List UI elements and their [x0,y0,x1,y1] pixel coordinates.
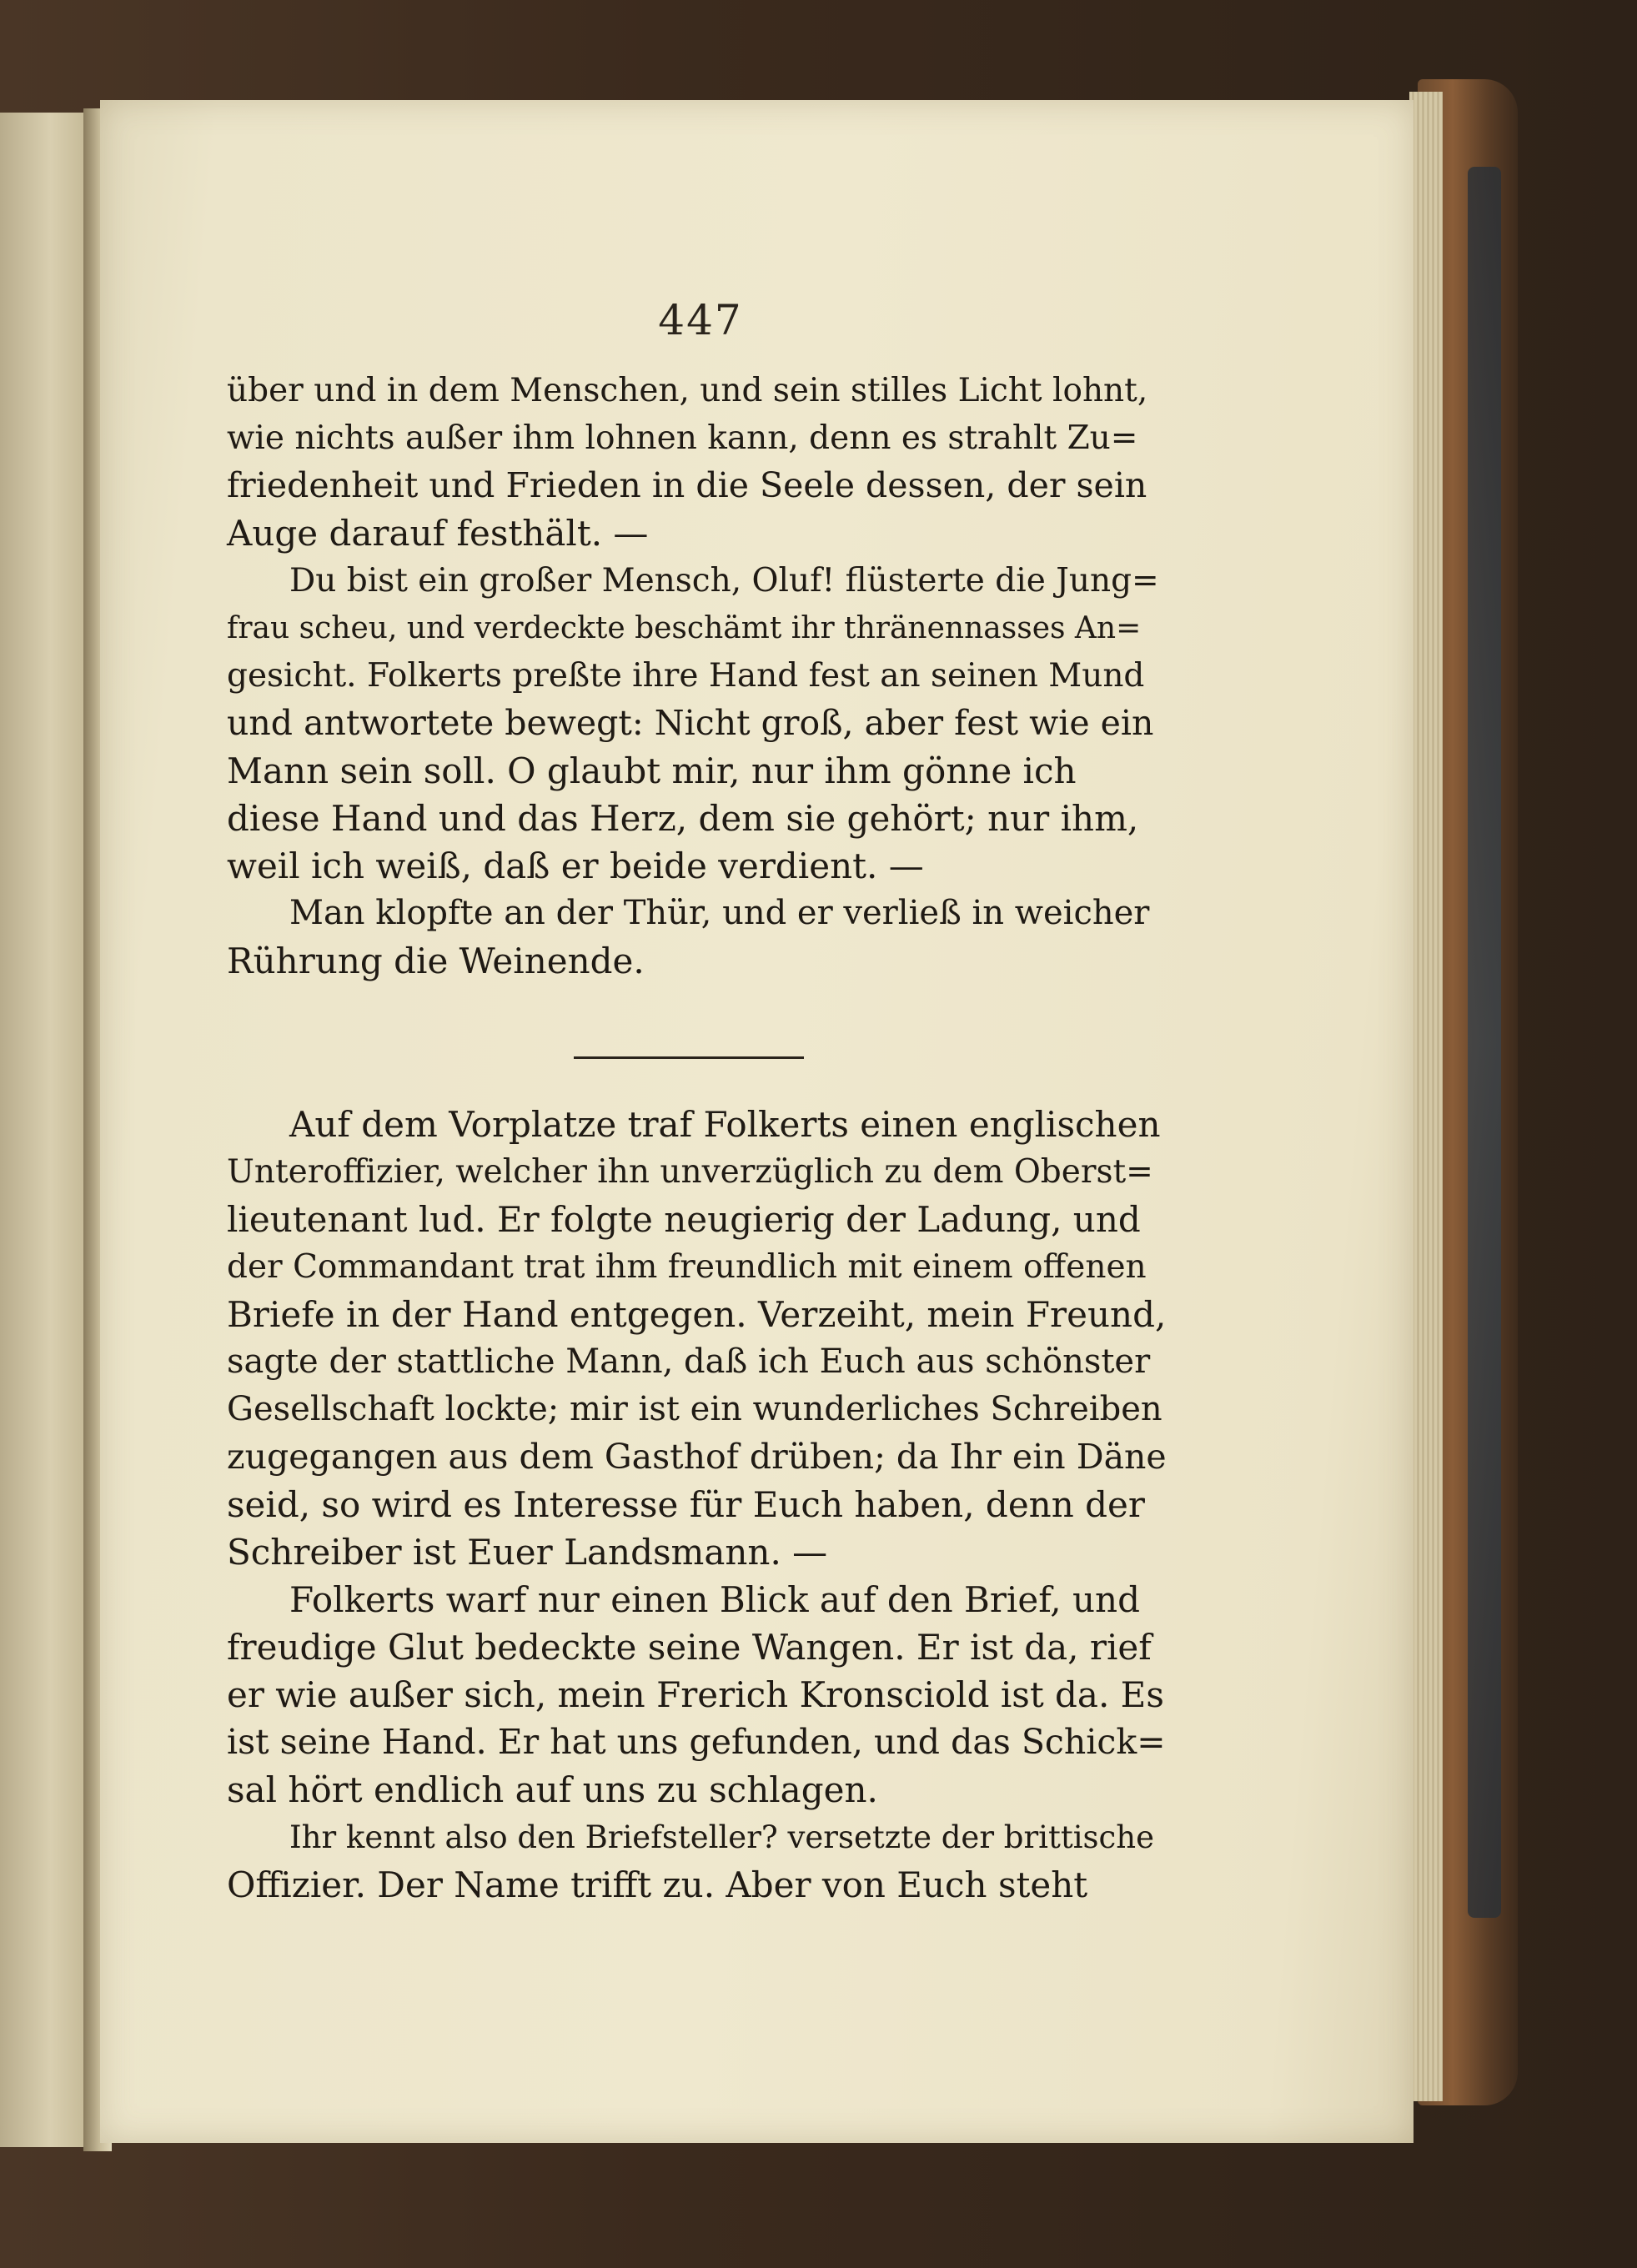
text-line: friedenheit und Frieden in die Seele dessen, der sein [227,465,1147,505]
text-block-upper [227,367,1161,985]
section-divider [574,1056,804,1059]
text-line: gesicht. Folkerts preßte ihre Hand fest an seinen Mund [227,657,1145,695]
text-line: Auge darauf festhält. — [227,513,649,554]
text-line: der Commandant trat ihm freundlich mit einem offenen [227,1248,1147,1286]
text-line: Offizier. Der Name trifft zu. Aber von Euch steht [227,1864,1088,1905]
text-line: Folkerts warf nur einen Blick auf den Brief, und [289,1579,1140,1620]
text-line: Briefe in der Hand entgegen. Verzeiht, mein Freund, [227,1294,1167,1335]
text-line: zugegangen aus dem Gasthof drüben; da Ihr ein Däne [227,1437,1167,1477]
page-number: 447 [658,296,743,344]
text-line: seid, so wird es Interesse für Euch haben, denn der [227,1484,1145,1525]
text-block-lower [227,1101,1169,1909]
text-line: ist seine Hand. Er hat uns gefunden, und das Schick= [227,1722,1166,1762]
text-line: er wie außer sich, mein Frerich Kronsciold ist da. Es [227,1674,1164,1715]
binding-board [1468,167,1501,1918]
text-line: sal hört endlich auf uns zu schlagen. [227,1769,878,1810]
text-line: wie nichts außer ihm lohnen kann, denn es strahlt Zu= [227,419,1138,457]
text-line: sagte der stattliche Mann, daß ich Euch aus schönster [227,1342,1151,1381]
text-line: und antwortete bewegt: Nicht groß, aber fest wie ein [227,703,1154,743]
text-line: Gesellschaft lockte; mir ist ein wunderliches Schreiben [227,1390,1162,1428]
text-line: lieutenant lud. Er folgte neugierig der Ladung, und [227,1199,1141,1240]
text-line: Unteroffizier, welcher ihn unverzüglich zu dem Oberst= [227,1153,1153,1191]
text-line: weil ich weiß, daß er beide verdient. — [227,845,924,886]
text-line: Mann sein soll. O glaubt mir, nur ihm gönne ich [227,750,1077,791]
text-line: Du bist ein großer Mensch, Oluf! flüsterte die Jung= [289,562,1159,600]
text-line: über und in dem Menschen, und sein stilles Licht lohnt, [227,372,1148,409]
text-line: Rührung die Weinende. [227,941,645,981]
text-line: Man klopfte an der Thür, und er verließ in weicher [289,894,1150,932]
text-line: Schreiber ist Euer Landsmann. — [227,1532,828,1573]
text-line: Ihr kennt also den Briefsteller? versetzte der brittische [289,1819,1154,1855]
text-line: Auf dem Vorplatze traf Folkerts einen englischen [289,1104,1161,1145]
page-stack-edge [1409,92,1443,2101]
text-line: diese Hand und das Herz, dem sie gehört; nur ihm, [227,798,1139,839]
text-line: freudige Glut bedeckte seine Wangen. Er ist da, rief [227,1627,1152,1668]
text-line: frau scheu, und verdeckte beschämt ihr thränennasses An= [227,611,1142,645]
previous-page-strip [0,113,92,2147]
